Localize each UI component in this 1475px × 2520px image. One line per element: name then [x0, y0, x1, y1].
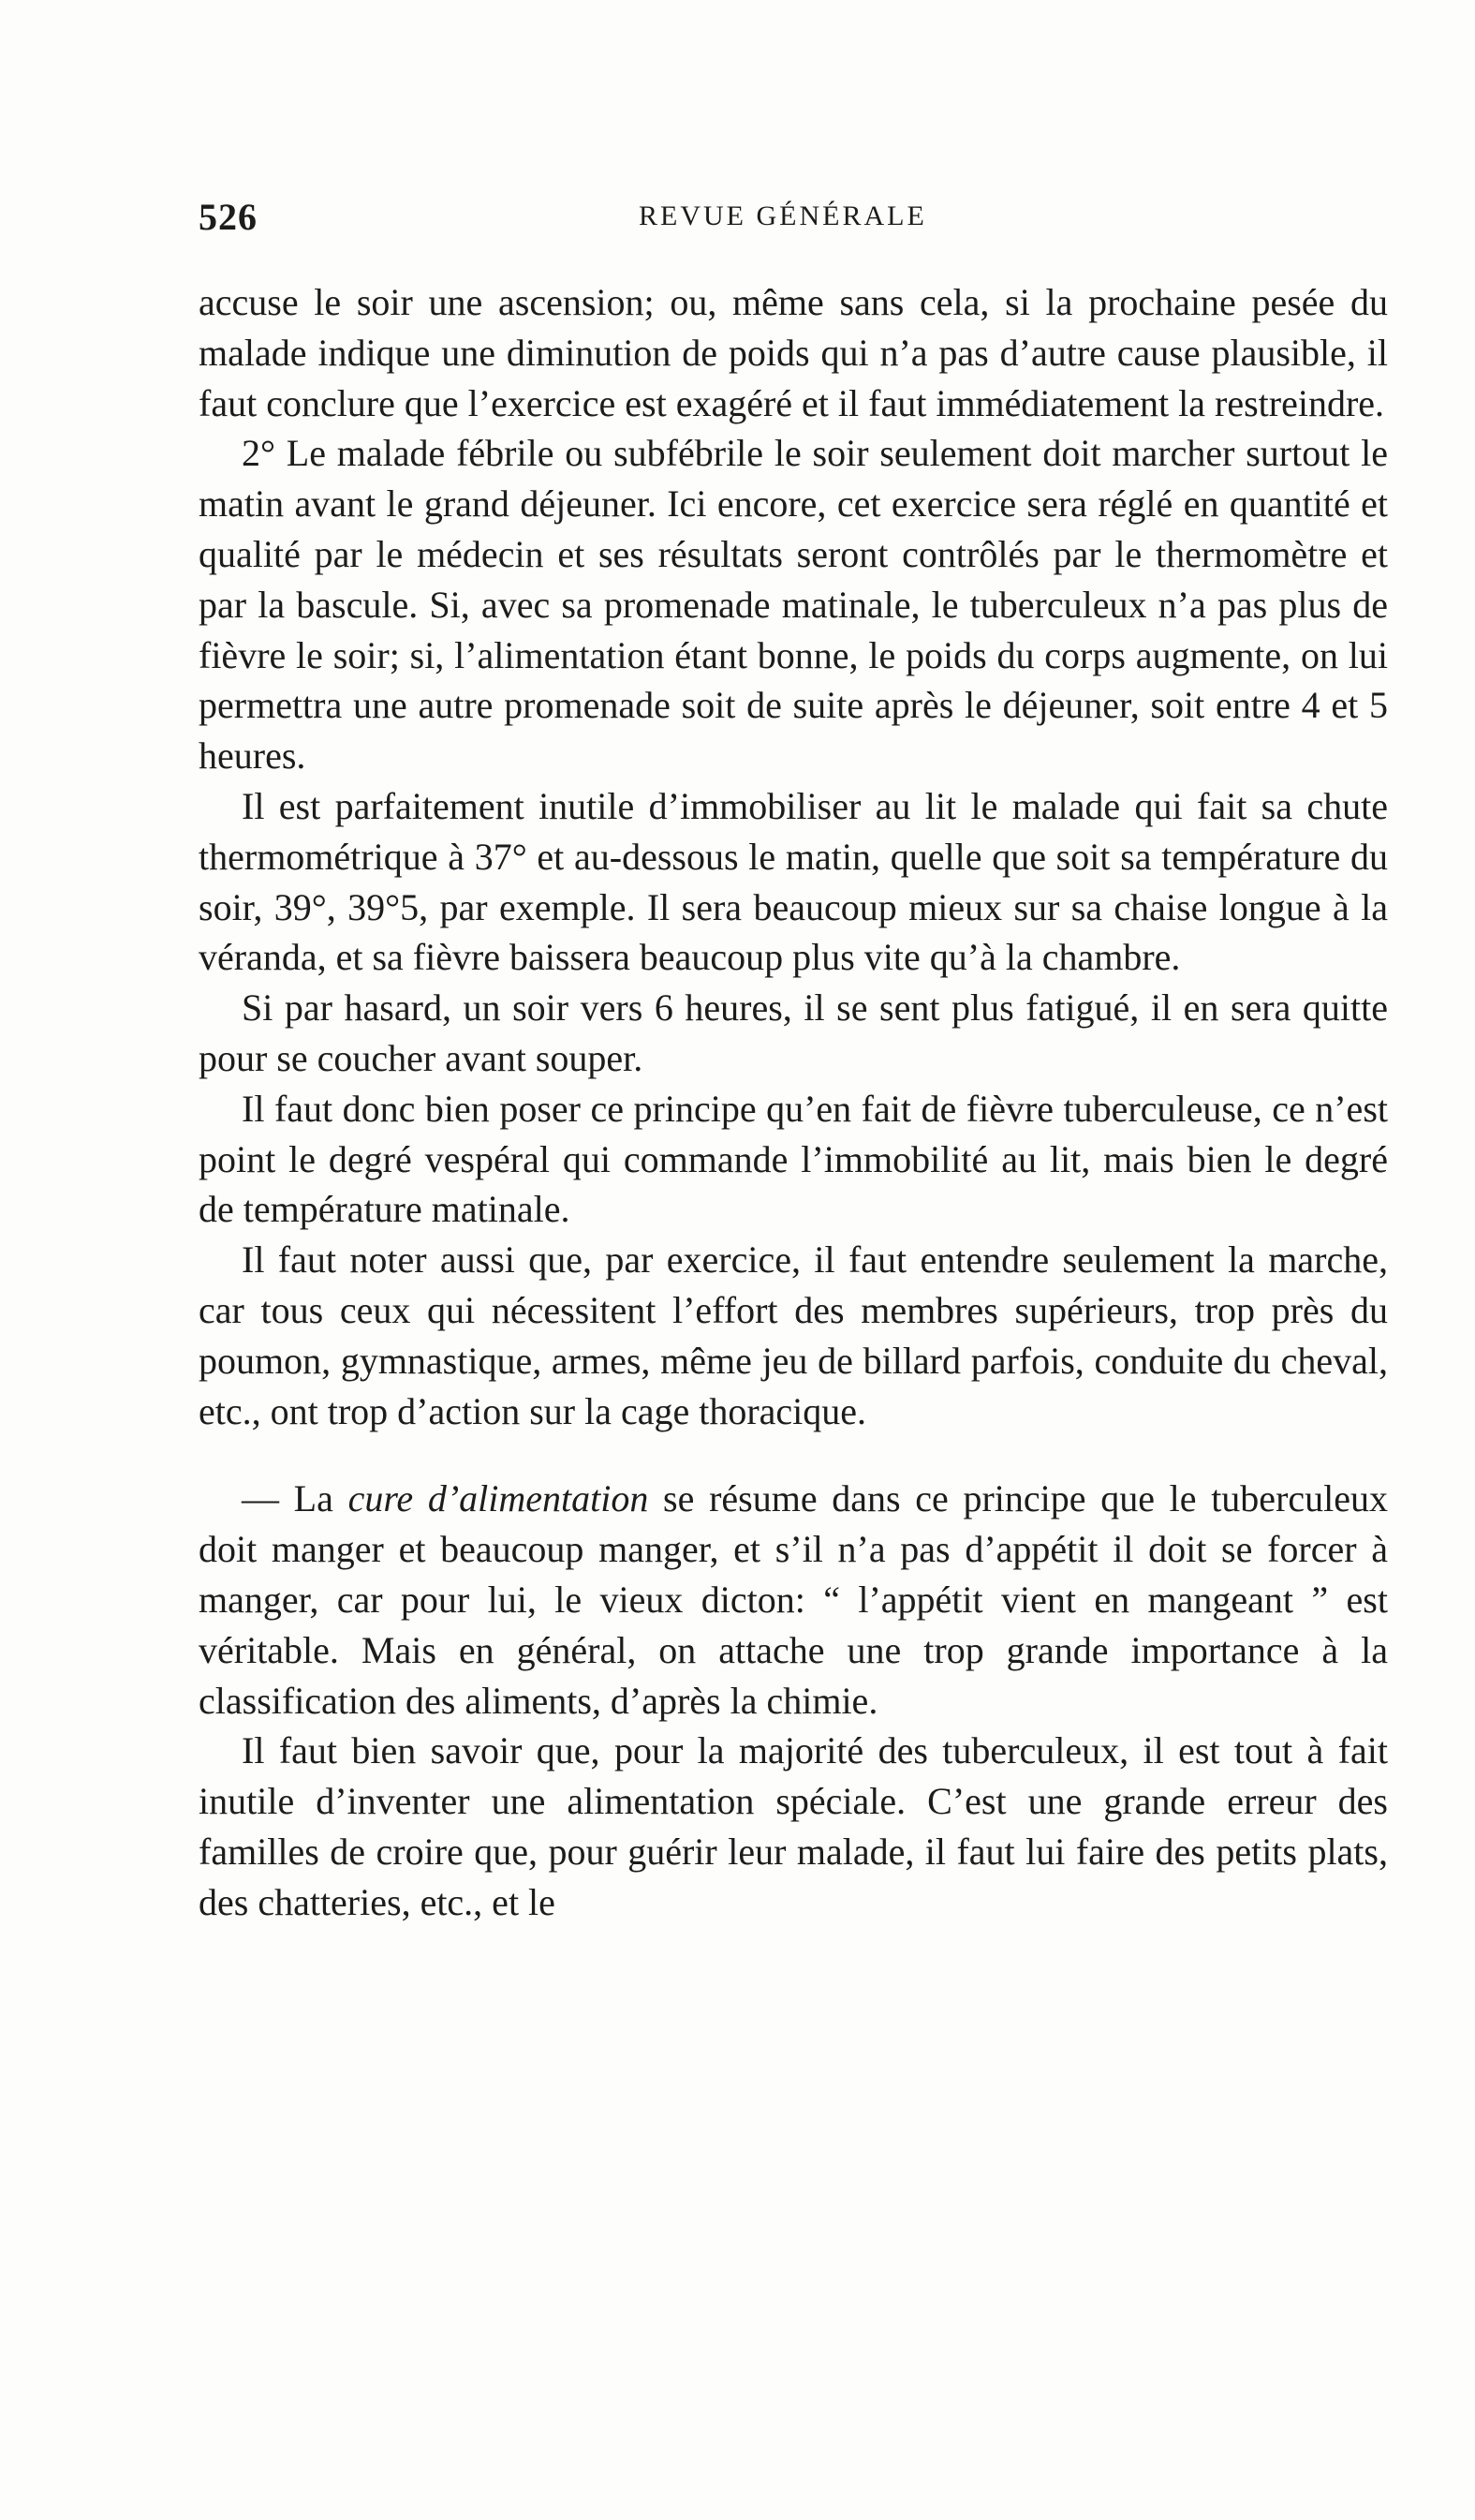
running-head: REVUE GÉNÉRALE [639, 200, 927, 231]
section-gap [199, 1436, 1388, 1474]
paragraph-immobilization: Il est parfaitement inutile d’immobiliser au lit le malade qui fait sa chute thermométrique à 37° et au-dessous le matin, quelle que soit sa température du soir, 39°, 39°5, par exemple. Il sera beaucoup mieux sur sa chaise longue à la véranda, et sa fièvre baissera beaucoup plus vite qu’à la chambre. [199, 784, 1388, 979]
paragraph-continuation: accuse le soir une ascension; ou, même sans cela, si la prochaine pesée du malade indique une diminution de poids qui n’a pas d’autre cause plausible, il faut conclure que l’exercice est exagéré et il faut immédiatement la restreindre. [199, 281, 1388, 424]
paragraph-rest: se résume dans ce principe que le tuberculeux doit manger et beaucoup manger, et s’il n’a pas d’appétit il doit se forcer à manger, car pour lui, le vieux dicton: “ l’appétit vient en mangeant ” est véritable. Mais en général, on attache une trop grande importance à la classification des aliments, d’après la chimie. [199, 1477, 1389, 1722]
paragraph-cure-alimentation [199, 1474, 1388, 1726]
body-text [199, 277, 1388, 1928]
lead-dash: — La [242, 1477, 348, 1520]
paragraph-special-diet: Il faut bien savoir que, pour la majorité des tuberculeux, il est tout à fait inutile d’inventer une alimentation spéciale. C’est une grande erreur des familles de croire que, pour guérir leur malade, il faut lui faire des petits plats, des chatteries, etc., et le [199, 1729, 1388, 1923]
paragraph-evening-fatigue: Si par hasard, un soir vers 6 heures, il se sent plus fatigué, il en sera quitte pour se coucher avant souper. [199, 986, 1388, 1079]
page-header [199, 195, 1388, 251]
paragraph-fever-walking: 2° Le malade fébrile ou subfébrile le soir seulement doit marcher surtout le matin avant le grand déjeuner. Ici encore, cet exercice sera réglé en quantité et qualité par le médecin et ses résultats seront contrôlés par le thermomètre et par la bascule. Si, avec sa promenade matinale, le tuberculeux n’a pas plus de fièvre le soir; si, l’alimentation étant bonne, le poids du corps augmente, on lui permettra une autre promenade soit de suite après le déjeuner, soit entre 4 et 5 heures. [199, 432, 1388, 778]
page-number: 526 [199, 196, 258, 238]
paragraph-exercise-note: Il faut noter aussi que, par exercice, il faut entendre seulement la marche, car tous ceux qui nécessitent l’effort des membres supérieurs, trop près du poumon, gymnastique, armes, même jeu de billard parfois, conduite du cheval, etc., ont trop d’action sur la cage thoracique. [199, 1238, 1388, 1432]
italic-term: cure d’alimentation [347, 1477, 649, 1520]
paragraph-principle: Il faut donc bien poser ce principe qu’en fait de fièvre tuberculeuse, ce n’est point le degré vespéral qui commande l’immobilité au lit, mais bien le degré de température matinale. [199, 1087, 1388, 1231]
